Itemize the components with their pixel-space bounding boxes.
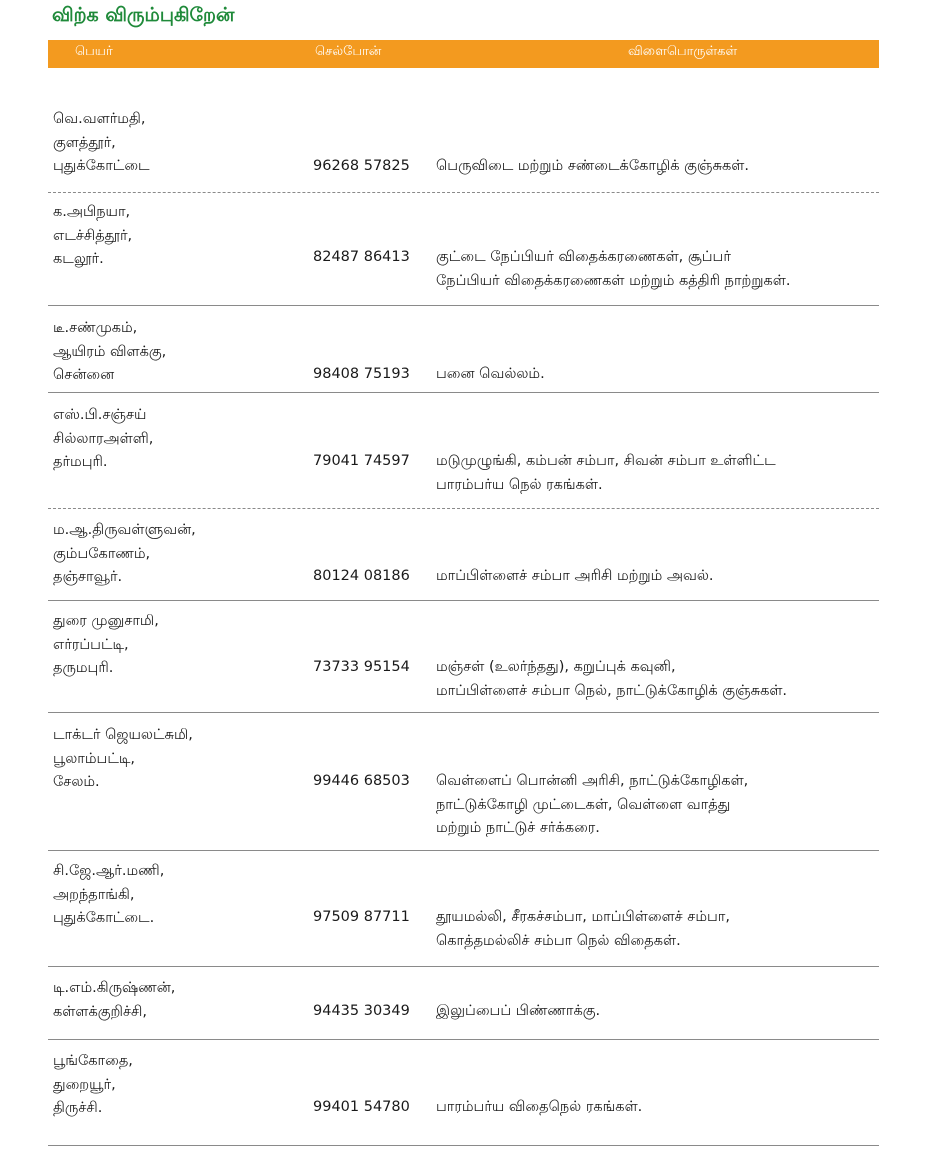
seller-name: க.அபிநயா, எடச்சித்தூர், கடலூர்.: [53, 204, 133, 267]
seller-name: பூங்கோதை, துறையூர், திருச்சி.: [53, 1053, 133, 1116]
seller-products: வெள்ளைப் பொன்னி அரிசி, நாட்டுக்கோழிகள், நாட்டுக்கோழி முட்டைகள், வெள்ளை வாத்து மற்றும் நாட்டுச் சர்க்கரை.: [436, 773, 749, 836]
seller-name: ம.ஆ.திருவள்ளுவன், கும்பகோணம், தஞ்சாவூர்.: [53, 522, 196, 585]
seller-phone: 99401 54780: [313, 1099, 410, 1115]
seller-name: சி.ஜே.ஆர்.மணி, அறந்தாங்கி, புதுக்கோட்டை.: [53, 863, 165, 926]
header-products: விளைபொருள்கள்: [628, 44, 738, 59]
seller-phone: 79041 74597: [313, 453, 410, 469]
seller-name: வெ.வளர்மதி, குளத்தூர், புதுக்கோட்டை: [53, 111, 150, 174]
seller-products: மஞ்சள் (உலர்ந்தது), கறுப்புக் கவுனி, மாப்பிள்ளைச் சம்பா நெல், நாட்டுக்கோழிக் குஞ்சுகள்.: [436, 659, 788, 699]
seller-name: டி.எம்.கிருஷ்ணன், கள்ளக்குறிச்சி,: [53, 980, 176, 1020]
table-row: [48, 306, 879, 393]
table-row: [48, 509, 879, 601]
table-row: [48, 193, 879, 306]
seller-phone: 98408 75193: [313, 366, 410, 382]
table-row: [48, 68, 879, 193]
seller-phone: 80124 08186: [313, 568, 410, 584]
seller-name: டீ.சண்முகம், ஆயிரம் விளக்கு, சென்னை: [53, 320, 167, 383]
seller-name: எஸ்.பி.சஞ்சய் சில்லாரஅள்ளி, தர்மபுரி.: [53, 407, 154, 470]
seller-phone: 73733 95154: [313, 659, 410, 675]
seller-phone: 96268 57825: [313, 158, 410, 174]
table-row: [48, 713, 879, 851]
table-row: [48, 601, 879, 713]
seller-products: குட்டை நேப்பியர் விதைக்கரணைகள், சூப்பர் நேப்பியர் விதைக்கரணைகள் மற்றும் கத்திரி நாற்றுகள்.: [436, 249, 791, 289]
seller-products: இலுப்பைப் பிண்ணாக்கு.: [436, 1003, 601, 1019]
seller-name: துரை முனுசாமி, எர்ரப்பட்டி, தருமபுரி.: [53, 613, 159, 676]
seller-products: மாப்பிள்ளைச் சம்பா அரிசி மற்றும் அவல்.: [436, 568, 714, 584]
seller-products: தூயமல்லி, சீரகச்சம்பா, மாப்பிள்ளைச் சம்பா, கொத்தமல்லிச் சம்பா நெல் விதைகள்.: [436, 909, 730, 949]
seller-name: டாக்டர் ஜெயலட்சுமி, பூலாம்பட்டி, சேலம்.: [53, 727, 193, 790]
table-header: [48, 40, 879, 68]
header-name: பெயர்: [75, 44, 113, 59]
seller-phone: 82487 86413: [313, 249, 410, 265]
seller-table: [48, 68, 879, 1146]
table-row: [48, 967, 879, 1040]
seller-products: பனை வெல்லம்.: [436, 366, 545, 382]
seller-phone: 97509 87711: [313, 909, 410, 925]
seller-products: மடுமுழுங்கி, கம்பன் சம்பா, சிவன் சம்பா உள்ளிட்ட பாரம்பர்ய நெல் ரகங்கள்.: [436, 453, 776, 493]
table-row: [48, 851, 879, 967]
header-phone: செல்போன்: [315, 44, 382, 59]
seller-products: பெருவிடை மற்றும் சண்டைக்கோழிக் குஞ்சுகள்.: [436, 158, 749, 174]
seller-phone: 94435 30349: [313, 1003, 410, 1019]
seller-phone: 99446 68503: [313, 773, 410, 789]
seller-products: பாரம்பர்ய விதைநெல் ரகங்கள்.: [436, 1099, 643, 1115]
table-row: [48, 393, 879, 509]
table-row: [48, 1040, 879, 1146]
page-title: விற்க விரும்புகிறேன்: [52, 4, 235, 26]
